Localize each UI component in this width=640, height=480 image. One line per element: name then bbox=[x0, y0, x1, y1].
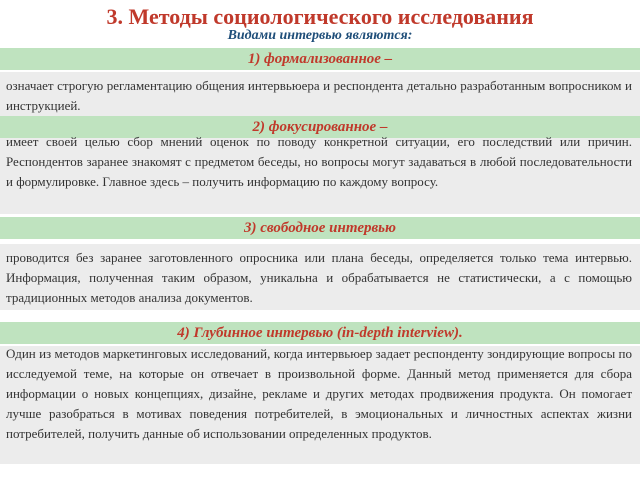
section-2-text: имеет своей целью сбор мнений оценок по поводу конкретной ситуации, его последствий или причин. Респондентов заранее знакомят с предметом беседы, но вопросы могут задаваться в любой последовательности и формулировке. Главное здесь – получить информацию по каждому вопросу. bbox=[6, 134, 632, 189]
section-3-text: проводится без заранее заготовленного опросника или плана беседы, определяется только тема интервью. Информация, полученная таким образом, уникальна и обрабатывается не статистически, а с помощью традиционных методов анализа документов. bbox=[6, 250, 632, 305]
page-subtitle: Видами интервью являются: bbox=[227, 28, 413, 43]
section-4-heading: 4) Глубинное интервью (in-depth interview). bbox=[177, 325, 463, 341]
section-1-text: означает строгую регламентацию общения интервьюера и респондента детально разработанным вопросником и инструкцией. bbox=[6, 78, 632, 113]
page-title: 3. Методы социологического исследования bbox=[106, 4, 534, 29]
section-2-heading: 2) фокусированное – bbox=[252, 119, 388, 135]
section-1-heading: 1) формализованное – bbox=[247, 51, 393, 67]
section-4-text: Один из методов маркетинговых исследований, когда интервьюер задает респонденту зондирующие вопросы по исследуемой теме, на которые он отвечает в произвольной форме. Данный метод применяется для сбора информации о новых концепциях, дизайне, рекламе и других методах продвижения продукта. Он помогает лучше разобраться в мотивах поведения потребителей, в эмоциональных и личностных аспектах жизни потребителей, получить данные об использовании определенных продуктов. bbox=[6, 346, 632, 441]
section-3-heading: 3) свободное интервью bbox=[244, 220, 396, 236]
